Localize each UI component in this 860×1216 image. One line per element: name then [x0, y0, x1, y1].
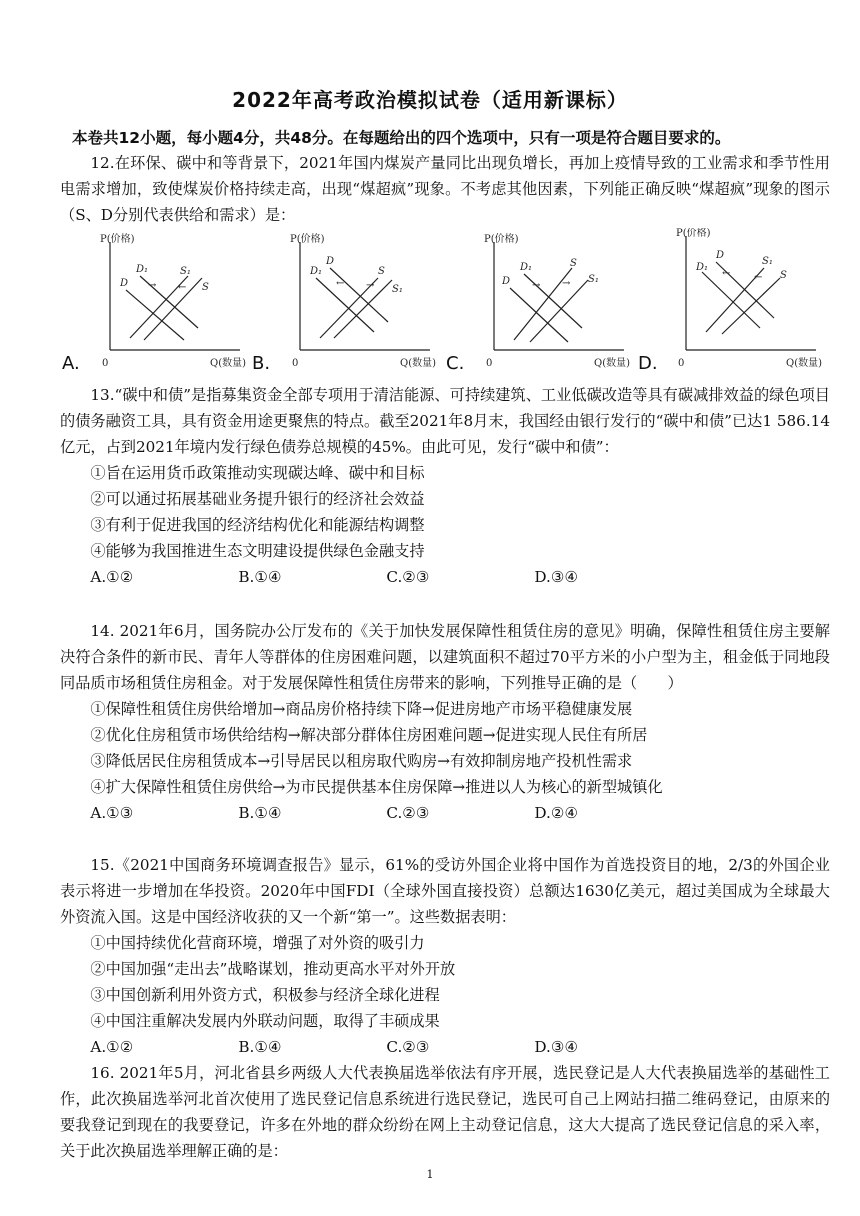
svg-text:←: ← — [754, 272, 763, 283]
svg-text:S₁: S₁ — [180, 266, 191, 277]
graph-c-svg — [444, 228, 634, 374]
question-12-graphs — [60, 228, 830, 374]
option-item: ②中国加强“走出去”战略谋划，推动更高水平对外开放 — [90, 960, 456, 978]
graph-a-letter: A. — [62, 353, 80, 374]
svg-text:→: → — [366, 280, 375, 291]
graph-b-letter: B. — [252, 353, 271, 374]
choice-d[interactable]: D.②④ — [534, 804, 579, 822]
option-item: ④中国注重解决发展内外联动问题，取得了丰硕成果 — [90, 1012, 440, 1030]
graph-d-xlabel: Q(数量) — [786, 358, 823, 369]
question-14 — [60, 618, 830, 826]
graph-d — [636, 228, 826, 374]
svg-text:→: → — [532, 280, 541, 291]
choice-b[interactable]: B.①④ — [238, 804, 282, 822]
option-item: ①保障性租赁住房供给增加→商品房价格持续下降→促进房地产市场平稳健康发展 — [90, 700, 633, 718]
page-number: 1 — [426, 1168, 434, 1181]
graph-a-xlabel: Q(数量) — [210, 358, 247, 369]
graph-a — [60, 228, 250, 374]
question-15 — [60, 852, 830, 1060]
svg-text:→: → — [148, 280, 157, 291]
svg-text:→: → — [562, 278, 571, 289]
graph-d-svg — [636, 228, 826, 374]
page-title: 2022年高考政治模拟试卷（适用新课标） — [232, 88, 628, 112]
option-item: ④扩大保障性租赁住房供给→为市民提供基本住房保障→推进以人为核心的新型城镇化 — [90, 778, 663, 796]
choice-d[interactable]: D.③④ — [534, 568, 579, 586]
section-instruction: 本卷共12小题，每小题4分，共48分。在每题给出的四个选项中，只有一项是符合题目要求的。 — [72, 129, 731, 147]
option-item: ③中国创新利用外资方式，积极参与经济全球化进程 — [90, 986, 440, 1004]
choice-c[interactable]: C.②③ — [386, 568, 430, 586]
choice-c[interactable]: C.②③ — [386, 1038, 430, 1056]
svg-text:D₁: D₁ — [520, 262, 533, 273]
graph-d-ylabel: P(价格) — [676, 228, 711, 239]
svg-text:S: S — [570, 258, 577, 269]
graph-c-ylabel: P(价格) — [484, 234, 519, 245]
question-13-choices — [60, 564, 830, 590]
graph-c-xlabel: Q(数量) — [594, 358, 631, 369]
question-16 — [60, 1060, 830, 1164]
svg-text:S₁: S₁ — [762, 256, 773, 267]
question-12-text: 12.在环保、碳中和等背景下，2021年国内煤炭产量同比出现负增长，再加上疫情导致的工业需求和季节性用电需求增加，致使煤炭价格持续走高，出现“煤超疯”现象。不考虑其他因素，下列能正确反映“煤超疯”现象的图示（S、D分别代表供给和需求）是： — [60, 154, 830, 224]
graph-c — [444, 228, 634, 374]
option-item: ②可以通过拓展基础业务提升银行的经济社会效益 — [90, 490, 425, 508]
svg-text:S: S — [780, 270, 787, 281]
svg-text:D₁: D₁ — [136, 264, 149, 275]
question-14-choices — [60, 800, 830, 826]
graph-b-xlabel: Q(数量) — [400, 358, 437, 369]
graph-b-svg — [250, 228, 440, 374]
graph-a-svg — [60, 228, 250, 374]
option-item: ①旨在运用货币政策推动实现碳达峰、碳中和目标 — [90, 464, 425, 482]
choice-a[interactable]: A.①② — [90, 1038, 134, 1056]
svg-text:D₁: D₁ — [696, 262, 709, 273]
svg-text:D: D — [502, 276, 511, 287]
svg-text:D: D — [716, 250, 725, 261]
svg-text:D: D — [326, 256, 335, 267]
option-item: ③降低居民住房租赁成本→引导居民以租房取代购房→有效抑制房地产投机性需求 — [90, 752, 633, 770]
choice-a[interactable]: A.①③ — [90, 804, 134, 822]
choice-b[interactable]: B.①④ — [238, 568, 282, 586]
graph-c-letter: C. — [446, 353, 465, 374]
svg-text:←: ← — [336, 278, 345, 289]
graph-d-origin: 0 — [678, 358, 685, 369]
option-item: ②优化住房租赁市场供给结构→解决部分群体住房困难问题→促进实现人民住有所居 — [90, 726, 648, 744]
svg-text:←: ← — [722, 268, 731, 279]
choice-d[interactable]: D.③④ — [534, 1038, 579, 1056]
svg-text:←: ← — [178, 282, 187, 293]
graph-b-ylabel: P(价格) — [290, 234, 325, 245]
choice-b[interactable]: B.①④ — [238, 1038, 282, 1056]
option-item: ①中国持续优化营商环境，增强了对外资的吸引力 — [90, 934, 425, 952]
svg-text:S: S — [202, 282, 209, 293]
svg-text:S: S — [378, 266, 385, 277]
question-14-text: 14. 2021年6月，国务院办公厅发布的《关于加快发展保障性租赁住房的意见》明确，保障性租赁住房主要解决符合条件的新市民、青年人等群体的住房困难问题，以建筑面积不超过70平方米的小户型为主，租金低于同地段同品质市场租赁住房租金。对于发展保障性租赁住房带来的影响，下列推导正确的是（ ） — [60, 622, 830, 692]
question-13 — [60, 382, 830, 590]
graph-a-ylabel: P(价格) — [100, 234, 135, 245]
graph-c-origin: 0 — [486, 358, 493, 369]
option-item: ④能够为我国推进生态文明建设提供绿色金融支持 — [90, 542, 425, 560]
svg-text:D: D — [120, 278, 129, 289]
question-13-text: 13.“碳中和债”是指募集资金全部专项用于清洁能源、可持续建筑、工业低碳改造等具有碳减排效益的绿色项目的债务融资工具，具有资金用途更聚焦的特点。截至2021年8月末，我国经由银行发行的“碳中和债”已达1 586.14亿元，占到2021年境内发行绿色债券总规模的45%。由此可见，发行“碳中和债”： — [60, 386, 830, 456]
question-12 — [60, 150, 830, 228]
question-16-text: 16. 2021年5月，河北省县乡两级人大代表换届选举依法有序开展，选民登记是人大代表换届选举的基础性工作，此次换届选举河北首次使用了选民登记信息系统进行选民登记，选民可自己上网站扫描二维码登记，由原来的要我登记到现在的我要登记，许多在外地的群众纷纷在网上主动登记信息，这大大提高了选民登记信息的采入率，关于此次换届选举理解正确的是： — [60, 1064, 830, 1160]
question-15-choices — [60, 1034, 830, 1060]
graph-b-origin: 0 — [292, 358, 299, 369]
svg-text:D₁: D₁ — [310, 266, 323, 277]
graph-b — [250, 228, 440, 374]
graph-a-origin: 0 — [102, 358, 109, 369]
question-15-text: 15.《2021中国商务环境调查报告》显示，61%的受访外国企业将中国作为首选投资目的地，2/3的外国企业表示将进一步增加在华投资。2020年中国FDI（全球外国直接投资）总额达1630亿美元，超过美国成为全球最大外资流入国。这是中国经济收获的又一个新“第一”。这些数据表明： — [60, 856, 830, 926]
choice-c[interactable]: C.②③ — [386, 804, 430, 822]
svg-text:S₁: S₁ — [392, 284, 403, 295]
svg-text:S₁: S₁ — [588, 274, 599, 285]
graph-d-letter: D. — [638, 353, 658, 374]
option-item: ③有利于促进我国的经济结构优化和能源结构调整 — [90, 516, 425, 534]
choice-a[interactable]: A.①② — [90, 568, 134, 586]
